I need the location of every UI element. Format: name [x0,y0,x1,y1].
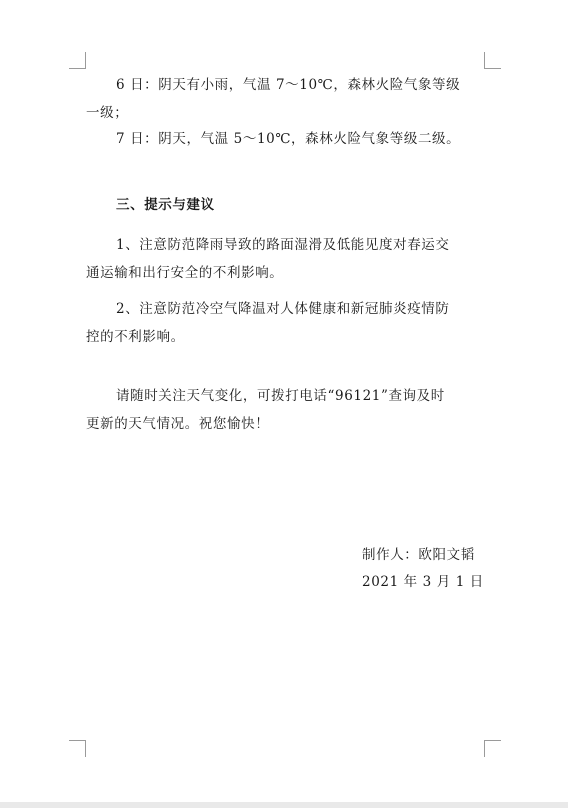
closing-line1: 请随时关注天气变化，可拨打电话“96121”查询及时 [116,388,445,404]
closing-line2: 更新的天气情况。祝您愉快！ [86,416,270,432]
page-bottom-edge [0,802,568,808]
forecast-day7: 7 日：阴天，气温 5～10℃，森林火险气象等级二级。 [116,131,461,147]
margin-corner-top-left [69,52,86,69]
margin-corner-bottom-right [484,740,501,757]
section-heading: 三、提示与建议 [116,197,215,213]
tip2-line1: 2、注意防范冷空气降温对人体健康和新冠肺炎疫情防 [116,301,450,317]
tip2-line2: 控的不利影响。 [86,329,185,345]
forecast-day6-line1: 6 日：阴天有小雨，气温 7～10℃，森林火险气象等级 [116,77,461,93]
forecast-day6-line2: 一级； [86,105,129,121]
signature-date: 2021 年 3 月 1 日 [362,574,484,590]
tip1-line2: 通运输和出行安全的不利影响。 [86,265,284,281]
margin-corner-bottom-left [69,740,86,757]
margin-corner-top-right [484,52,501,69]
tip1-line1: 1、注意防范降雨导致的路面湿滑及低能见度对春运交 [116,237,450,253]
author-signature: 制作人：欧阳文韬 [362,547,475,563]
